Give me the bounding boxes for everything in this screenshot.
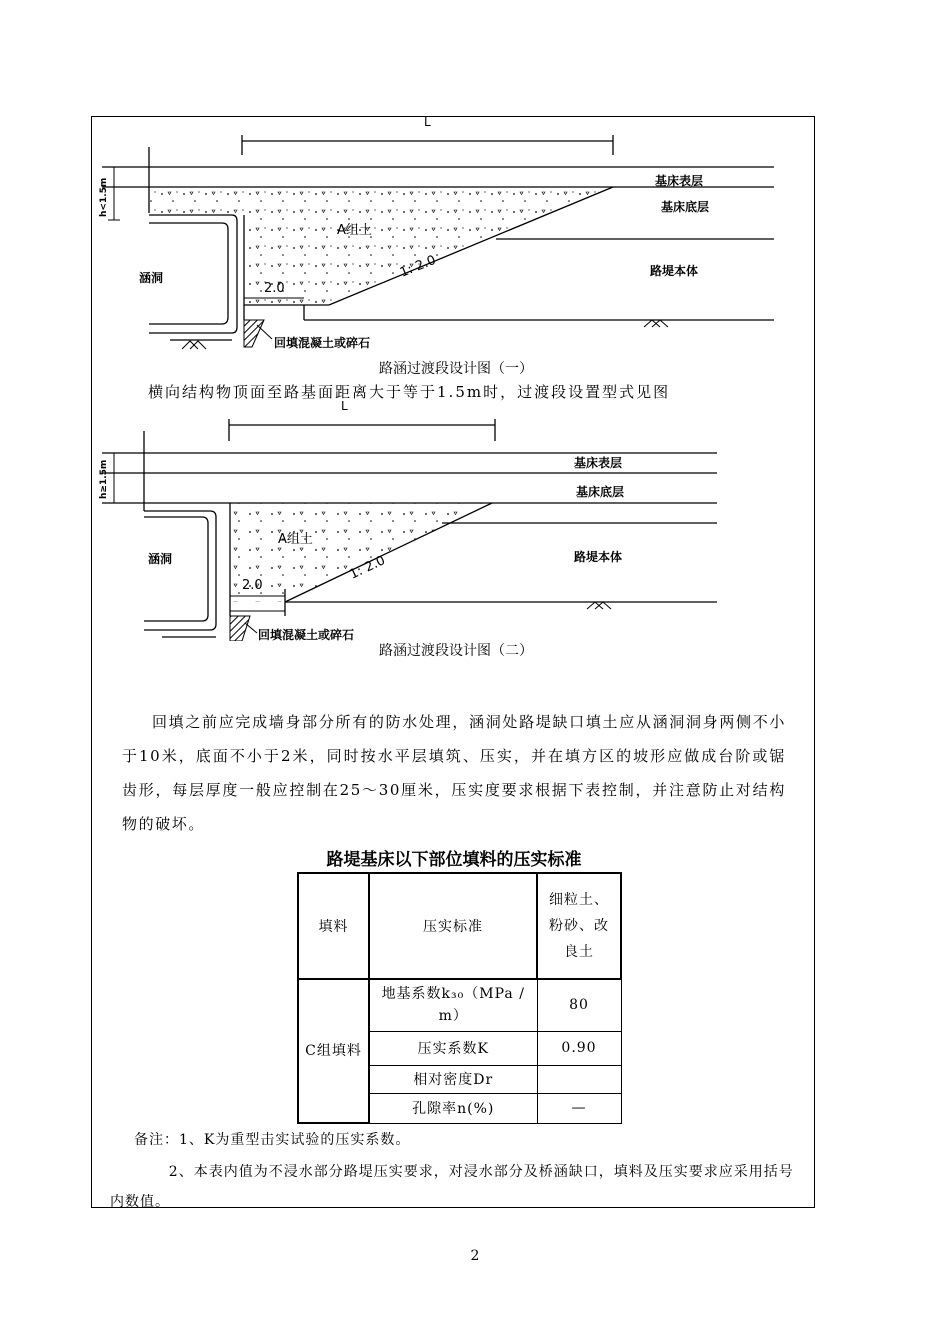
layer-bottom-label: 基床底层: [661, 200, 710, 214]
diagram-1-caption: 路涵过渡段设计图（一）: [379, 361, 533, 377]
note-1: 备注：1、K为重型击实试验的压实系数。: [134, 1132, 411, 1148]
header-fill: 填料: [298, 873, 369, 979]
culvert-label: 涵洞: [139, 271, 164, 285]
backfill-label: 回填混凝土或碎石: [258, 628, 355, 641]
row-value: —: [537, 1093, 621, 1123]
layer-top-label: 基床表层: [574, 456, 623, 470]
header-standard: 压实标准: [369, 873, 537, 979]
row-value: [537, 1065, 621, 1093]
row-name: 相对密度Dr: [369, 1065, 537, 1093]
backfill-paragraph: 回填之前应完成墙身部分所有的防水处理，涵洞处路堤缺口填土应从涵洞洞身两侧不小于10米，底面不小于2米，同时按水平层填筑、压实，并在填方区的坡形应做成台阶或锯齿形，每层厚度一般应控制在25～30厘米，压实度要求根据下表控制，并注意防止对结构物的破坏。: [122, 713, 786, 833]
fill-group-label: A组土: [278, 532, 313, 547]
backfill-label: 回填混凝土或碎石: [274, 336, 371, 350]
span-label: L: [341, 401, 348, 413]
compaction-standard-table: [297, 872, 622, 1124]
width-label: 2.0: [242, 578, 263, 593]
document-frame: [91, 116, 815, 1208]
group-cell: C组填料: [298, 979, 369, 1123]
height-label: h<1.5m: [99, 177, 109, 217]
row-value: 80: [537, 979, 621, 1031]
fill-group-label: A组土: [337, 223, 372, 238]
embankment-label: 路堤本体: [650, 264, 699, 278]
embankment-label: 路堤本体: [574, 550, 623, 564]
table-title: 路堤基床以下部位填料的压实标准: [326, 850, 582, 870]
row-name: 孔隙率n(%): [369, 1093, 537, 1123]
diagram-2-caption: 路涵过渡段设计图（二）: [379, 643, 533, 659]
height-label: h≥1.5m: [99, 459, 109, 499]
row-name: 地基系数k₃₀（MPa / m）: [369, 979, 537, 1031]
culvert-transition-diagram-2: [92, 401, 816, 641]
page-number: 2: [470, 1248, 480, 1264]
span-label: L: [424, 117, 431, 129]
transition-sentence: 横向结构物顶面至路基面距离大于等于1.5m时，过渡段设置型式见图: [148, 383, 671, 401]
row-name: 压实系数K: [369, 1031, 537, 1065]
layer-top-label: 基床表层: [655, 174, 704, 188]
layer-bottom-label: 基床底层: [576, 485, 625, 499]
culvert-label: 涵洞: [148, 552, 173, 566]
culvert-transition-diagram-1: [92, 117, 816, 362]
header-soil: 细粒土、粉砂、改良土: [537, 873, 621, 979]
width-label: 2.0: [264, 281, 285, 296]
slope-label: 1: 2.0: [347, 553, 388, 583]
row-value: 0.90: [537, 1031, 621, 1065]
slope-label: 1: 2.0: [397, 252, 439, 281]
note-2: 2、本表内值为不浸水部分路堤压实要求，对浸水部分及桥涵缺口，填料及压实要求应采用括号内数值。: [110, 1164, 794, 1210]
